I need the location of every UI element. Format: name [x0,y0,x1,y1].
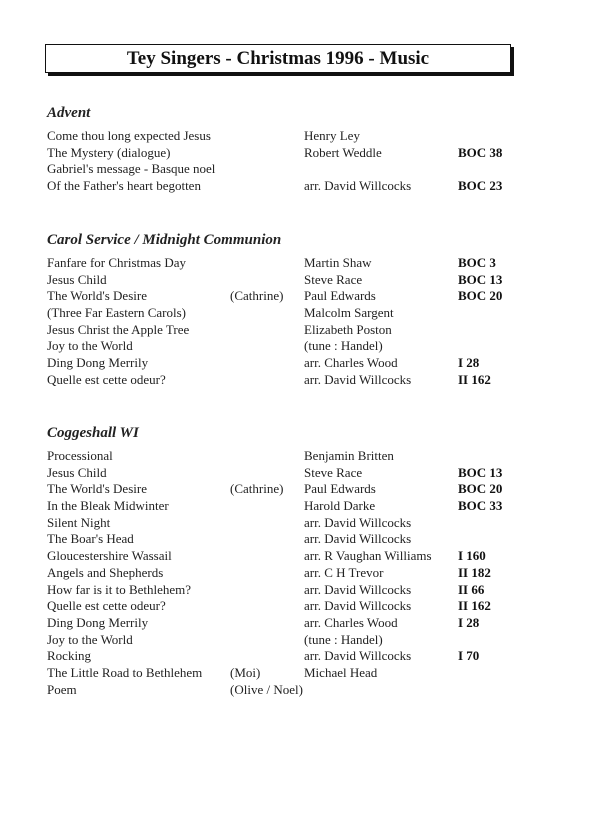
piece-title: Fanfare for Christmas Day [47,255,186,270]
piece-title: Poem [47,681,77,697]
composer: arr. David Willcocks [304,648,412,664]
book-reference: I 28 [458,614,480,630]
piece-title: How far is it to Bethlehem? [47,581,192,597]
book-reference: BOC 13 [458,464,503,480]
music-row [47,255,567,272]
composer: arr. David Willcocks [304,598,412,614]
piece-title: (Three Far Eastern Carols) [47,305,186,321]
section-advent [47,104,567,195]
piece-title: In the Bleak Midwinter [47,498,169,514]
page-title: Tey Singers - Christmas 1996 - Music [45,44,511,73]
composer: arr. David Willcocks [304,514,412,530]
piece-title: Quelle est cette odeur? [47,598,166,614]
music-row [47,481,567,498]
piece-title: The World's Desire [47,288,147,304]
piece-title: Joy to the World [47,631,133,647]
composer: Elizabeth Poston [304,321,392,337]
book-reference: BOC 3 [458,255,496,270]
music-row [47,582,567,599]
music-row [47,498,567,515]
piece-title: The Little Road to Bethlehem [47,664,203,680]
piece-title: The Boar's Head [47,531,134,547]
book-reference: II 182 [458,564,491,580]
piece-title: Ding Dong Merrily [47,614,149,630]
piece-title: Ding Dong Merrily [47,355,149,371]
piece-title: Angels and Shepherds [47,564,164,580]
music-row [47,322,567,339]
piece-title: Jesus Child [47,271,107,287]
section-coggeshall-wi [47,424,567,698]
music-row [47,338,567,355]
performer-note: (Olive / Noel) [230,681,303,697]
section-heading: Carol Service / Midnight Communion [47,232,282,248]
book-reference: BOC 13 [458,271,503,287]
piece-title: The Mystery (dialogue) [47,144,171,160]
book-reference: BOC 38 [458,144,503,160]
music-row [47,465,567,482]
book-reference: BOC 20 [458,481,503,497]
piece-title: Quelle est cette odeur? [47,371,166,387]
performer-note: (Cathrine) [230,481,284,497]
music-row [47,648,567,665]
piece-title: Jesus Christ the Apple Tree [47,321,190,337]
music-row [47,355,567,372]
composer: Michael Head [304,664,378,680]
music-row [47,448,567,465]
composer: Malcolm Sargent [304,305,394,321]
music-row [47,682,567,699]
composer: Robert Weddle [304,144,382,160]
section-heading: Advent [47,105,91,121]
piece-title: Of the Father's heart begotten [47,178,201,194]
section-heading: Coggeshall WI [47,425,139,441]
music-row [47,665,567,682]
composer: arr. C H Trevor [304,564,384,580]
music-row [47,531,567,548]
composer: arr. David Willcocks [304,371,412,387]
composer: Steve Race [304,271,363,287]
book-reference: I 28 [458,355,480,371]
composer: Harold Darke [304,498,376,514]
book-reference: I 160 [458,548,486,564]
music-row [47,372,567,389]
composer: Benjamin Britten [304,448,394,463]
music-row [47,598,567,615]
piece-title: Joy to the World [47,338,133,354]
music-row [47,128,567,145]
piece-title: Come thou long expected Jesus [47,128,211,143]
composer: arr. David Willcocks [304,531,412,547]
piece-title: The World's Desire [47,481,147,497]
performer-note: (Moi) [230,664,261,680]
composer: arr. Charles Wood [304,614,398,630]
composer: arr. David Willcocks [304,581,412,597]
book-reference: II 162 [458,598,491,614]
piece-title: Rocking [47,648,92,664]
music-row [47,178,567,195]
piece-title: Gloucestershire Wassail [47,548,172,564]
composer: Henry Ley [304,128,360,143]
music-row [47,288,567,305]
music-row [47,145,567,162]
music-row [47,515,567,532]
composer: (tune : Handel) [304,338,383,354]
composer: (tune : Handel) [304,631,383,647]
composer: Steve Race [304,464,363,480]
piece-title: Gabriel's message - Basque noel [47,161,216,177]
composer: arr. David Willcocks [304,178,412,194]
music-row [47,632,567,649]
music-row [47,615,567,632]
book-reference: BOC 23 [458,178,503,194]
book-reference: BOC 33 [458,498,503,514]
composer: arr. R Vaughan Williams [304,548,432,564]
music-row [47,305,567,322]
composer: Paul Edwards [304,481,376,497]
composer: Paul Edwards [304,288,376,304]
book-reference: II 66 [458,581,485,597]
piece-title: Processional [47,448,113,463]
music-row [47,565,567,582]
music-row [47,161,567,178]
section-carol-service [47,231,567,389]
composer: arr. Charles Wood [304,355,398,371]
book-reference: BOC 20 [458,288,503,304]
book-reference: II 162 [458,371,491,387]
piece-title: Silent Night [47,514,111,530]
book-reference: I 70 [458,648,480,664]
performer-note: (Cathrine) [230,288,284,304]
piece-title: Jesus Child [47,464,107,480]
composer: Martin Shaw [304,255,372,270]
music-row [47,272,567,289]
music-row [47,548,567,565]
